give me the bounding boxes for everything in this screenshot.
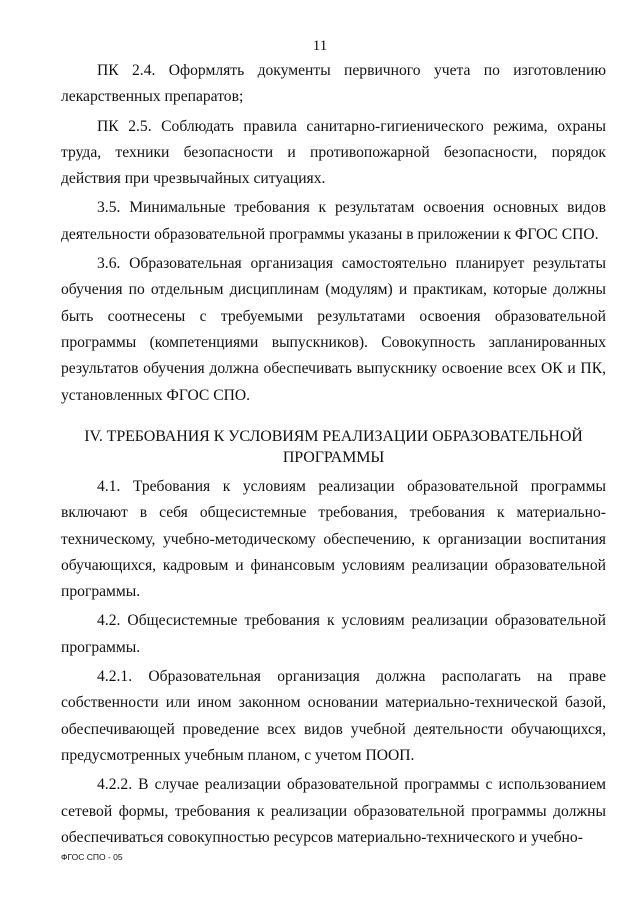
section-heading-line-2: ПРОГРАММЫ: [282, 449, 385, 466]
paragraph-4-2-2: 4.2.2. В случае реализации образовательной программы с использованием сетевой формы, требования к реализации образовательной программы должны обеспечиваться совокупностью ресурсов материально-технического и учебно-: [61, 776, 606, 846]
text-block-after-heading: [61, 474, 606, 854]
paragraph-4-1: 4.1. Требования к условиям реализации образовательной программы включают в себя общесистемные требования, требования к материально-техническому, учебно-методическому обеспечению, к организации воспитания обучающихся, кадровым и финансовым условиям реализации образовательной программы.: [61, 478, 606, 601]
section-heading: [61, 426, 606, 468]
paragraph-pk-2-5: ПК 2.5. Соблюдать правила санитарно-гигиенического режима, охраны труда, техники безопасности и противопожарной безопасности, порядок действия при чрезвычайных ситуациях.: [61, 117, 606, 188]
paragraph-4-2: 4.2. Общесистемные требования к условиям реализации образовательной программы.: [61, 612, 606, 656]
paragraph-pk-2-4: ПК 2.4. Оформлять документы первичного учета по изготовлению лекарственных препаратов;: [61, 62, 606, 106]
paragraph-4-2-1: 4.2.1. Образовательная организация должна располагать на праве собственности или ином законном основании материально-технической базой, обеспечивающей проведение всех видов учебной деятельности обучающихся, предусмотренных учебным планом, с учетом ПООП.: [61, 668, 606, 764]
page-number: 11: [312, 38, 328, 54]
text-block-before-heading: [61, 58, 606, 412]
paragraph-3-5: 3.5. Минимальные требования к результатам освоения основных видов деятельности образовательной программы указаны в приложении к ФГОС СПО.: [61, 199, 606, 243]
footer-document-code: ФГОС СПО - 05: [61, 852, 123, 862]
paragraph-3-6: 3.6. Образовательная организация самостоятельно планирует результаты обучения по отдельным дисциплинам (модулям) и практикам, которые должны быть соотнесены с требуемыми результатами освоения образовательной программы (компетенциями выпускников). Совокупность запланированных результатов обучения должна обеспечивать выпускнику освоение всех ОК и ПК, установленных ФГОС СПО.: [61, 255, 606, 404]
section-heading-line-1: IV. ТРЕБОВАНИЯ К УСЛОВИЯМ РЕАЛИЗАЦИИ ОБРАЗОВАТЕЛЬНОЙ: [84, 428, 583, 445]
